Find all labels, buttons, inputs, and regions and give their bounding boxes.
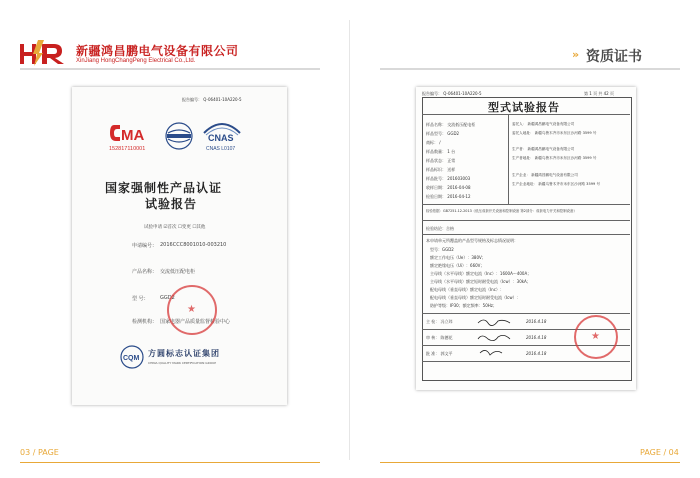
sample-name: 样品名称： 交流低压配电柜	[426, 122, 476, 127]
cma-logo	[108, 121, 150, 155]
page-spine	[349, 20, 350, 460]
model-label: 型 号：	[132, 296, 149, 302]
cma-text: MA	[121, 127, 145, 144]
sample-id: 样品标识： 送样	[426, 167, 456, 172]
sample-model: 样品型号： GGD2	[426, 131, 460, 136]
producer-address: 生产者地址： 新疆乌鲁木齐市米东区沙河路 3599 号	[512, 156, 597, 160]
report-number: 报告编号： Q-06401-10A220-5	[182, 97, 242, 102]
spec-item: 主母线（水平母线）额定电流（Inc）：1600A～400A；	[430, 271, 532, 276]
header-divider-right	[380, 68, 680, 70]
cnas-number: CNAS L0107	[206, 146, 236, 152]
report-title-line1: 国家强制性产品认证	[105, 181, 223, 195]
receive-date: 收样日期： 2016-04-08	[426, 185, 471, 190]
spec-item: 防护等级：IP30；额定频率：50Hz；	[430, 303, 497, 308]
sample-status: 样品状态： 正常	[426, 158, 456, 163]
report-number: 报告编号： Q-06401-10A220-5	[422, 91, 482, 96]
cqm-name: 方圆标志认证集团	[148, 349, 220, 358]
ccc-test-report-cover	[72, 87, 287, 405]
spec-item: 型号：GGD2	[430, 247, 454, 252]
ilac-mra-logo	[164, 121, 194, 151]
spec-item: 配电母线（垂直母线）额定短时耐受电流（Icw）：	[430, 295, 521, 300]
spec-item: 配电母线（垂直母线）额定电流（Inc）：	[430, 287, 504, 292]
cqm-name-en: CHINA QUALITY MARK CERTIFICATION GROUP	[148, 361, 217, 365]
header-divider-left	[20, 68, 320, 70]
spec-item: 额定工作电压（Ue）：380V；	[430, 255, 486, 260]
type-test-report	[416, 87, 636, 390]
test-basis: 检验依据：GB7251.12-2013《低压成套开关设备和控制设备 第2部分：成套电力开关和控制设备》	[426, 209, 577, 213]
footer-rule-left	[20, 462, 320, 463]
product-name: 交流低压配电柜	[160, 269, 196, 275]
footer-rule-right	[380, 462, 680, 463]
model-value: GGD2	[160, 295, 175, 301]
seal-star-icon: ★	[591, 331, 600, 342]
sign-date: 2016.4.18	[526, 335, 547, 340]
product-name-label: 产品名称：	[132, 269, 158, 275]
report-title-line2: 试验报告	[145, 197, 198, 211]
handwritten-signatures	[476, 315, 516, 359]
trademark: 商标： /	[426, 140, 441, 145]
manufacturer: 生产企业： 新疆鸿昌鹏电气设备有限公司	[512, 173, 578, 177]
sign-date: 2016.4.18	[526, 351, 547, 356]
application-number-label: 申请编号：	[132, 243, 158, 249]
test-conclusion: 检验结论：合格	[426, 226, 454, 231]
cnas-text: CNAS	[208, 133, 234, 143]
spec-item: 额定绝缘电压（Ui）：660V；	[430, 263, 485, 268]
sample-quantity: 样品数量： 1 台	[426, 149, 456, 154]
company-name: 新疆鸿昌鹏电气设备有限公司	[76, 44, 239, 58]
approver: 批 准： 郭文平	[426, 351, 453, 356]
seal-star-icon: ★	[187, 304, 196, 315]
sample-batch: 样品批号： 201603003	[426, 176, 471, 181]
cma-code: 152817110001	[109, 146, 146, 152]
company-logo	[20, 40, 72, 66]
sign-date: 2016.4.18	[526, 319, 547, 324]
page-count: 第 1 页 共 42 页	[584, 91, 614, 96]
application-number: 2016CCC8001010-003210	[160, 242, 227, 248]
test-type: 试验申请 ☑首次 ☐变更 ☐其他	[144, 225, 206, 230]
spec-intro: 本申请单元所覆盖的产品型号规格及标志情况说明：	[426, 238, 518, 243]
client-address: 委托人地址： 新疆乌鲁木齐市米东区沙河路 3599 号	[512, 131, 597, 135]
company-name-en: XinJiang HongChangPeng Electrical Co.,Ltd.	[76, 58, 196, 64]
page-number-right: PAGE / 04	[640, 448, 679, 457]
report-title: 型式试验报告	[488, 101, 560, 114]
cnas-logo	[200, 119, 244, 153]
client: 委托人： 新疆鸿昌鹏电气设备有限公司	[512, 122, 575, 126]
official-seal	[574, 315, 618, 359]
chief-inspector: 主 检： 冯立玮	[426, 319, 453, 324]
testing-org: 国家电器产品质量监督检验中心	[160, 319, 231, 325]
testing-org-label: 检测机构：	[132, 319, 158, 325]
spec-item: 主母线（水平母线）额定短时耐受电流（Icw）：30kA；	[430, 279, 531, 284]
test-date: 检验日期： 2016-04-12	[426, 194, 471, 199]
page-number-left: 03 / PAGE	[20, 448, 59, 457]
reviewer: 审 核： 陈德花	[426, 335, 453, 340]
section-title: 资质证书	[586, 49, 642, 65]
cqm-logo	[120, 345, 144, 369]
manufacturer-address: 生产企业地址： 新疆乌鲁木齐市米东区沙河路 3599 号	[512, 182, 601, 186]
producer: 生产者： 新疆鸿昌鹏电气设备有限公司	[512, 147, 575, 151]
official-seal	[167, 285, 217, 335]
cqm-logo-text: CQM	[123, 355, 140, 362]
chevron-icon: »	[572, 48, 580, 61]
